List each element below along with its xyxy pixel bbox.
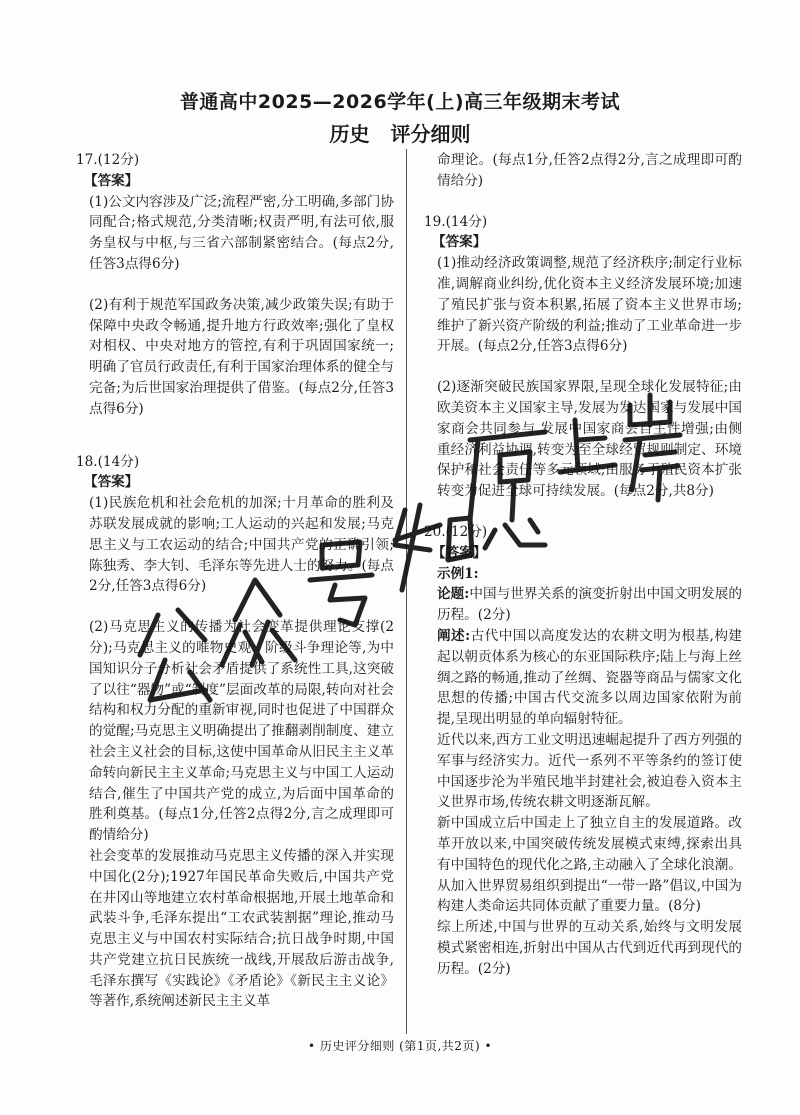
example-label: 示例1: (437, 565, 479, 582)
argue-text: 古代中国以高度发达的农耕文明为根基,构建起以朝贡体系为核心的东亚国际秩序;陆上与海上丝绸之路的畅通,推动了丝绸、瓷器等商品与儒家文化思想的传播;中国古代交流多以周边国家依附为前提,呈现出明显的单向辐射特征。 (437, 627, 742, 728)
right-column (424, 150, 742, 979)
exam-subtitle: 历史 评分细则 (329, 122, 471, 146)
argue-label: 阐述: (437, 627, 471, 644)
thesis-paragraph (437, 584, 742, 626)
question-number: 18.(14分) (76, 453, 140, 470)
argue-paragraph (437, 626, 742, 730)
exam-title: 普通高中2025—2026学年(上)高三年级期末考试 (179, 91, 621, 113)
page-footer: • 历史评分细则 (第1页,共2页) • (307, 1039, 493, 1053)
question-17 (76, 150, 394, 420)
argue-paragraph: 新中国成立后中国走上了独立自主的发展道路。改革开放以来,中国突破传统发展模式束缚,探索出具有中国特色的现代化之路,主动融入了全球化浪潮。从加入世界贸易组织到提出“一带一路”倡议,中国为构建人类命运共同体贡献了重要力量。(8分) (437, 815, 742, 915)
left-column (76, 150, 394, 1012)
question-number: 17.(12分) (76, 152, 140, 168)
thesis-text: 中国与世界关系的演变折射出中国文明发展的历程。(2分) (437, 586, 742, 624)
question-number: 19.(14分) (424, 213, 488, 230)
column-divider (406, 149, 407, 1034)
answer-paragraph: (1)公文内容涉及广泛;流程严密,分工明确,多部门协同配合;格式规范,分类清晰;权责严明,有法可依,服务皇权与中枢,与三省六部制紧密结合。(每点2分,任答3点得6分) (89, 193, 394, 272)
answer-paragraph: (1)民族危机和社会危机的加深;十月革命的胜利及苏联发展成就的影响;工人运动的兴起和发展;马克思主义与工农运动的结合;中国共产党的正确引领;陈独秀、李大钊、毛泽东等先进人士的努力。(每点2分,任答3点得6分) (89, 495, 394, 595)
argue-paragraph: 近代以来,西方工业文明迅速崛起提升了西方列强的军事与经济实力。近代一系列不平等条约的签订使中国逐步沦为半殖民地半封建社会,被迫卷入资本主义世界市场,传统农耕文明逐渐瓦解。 (437, 731, 742, 811)
answer-continuation: 命理论。(每点1分,任答2点得2分,言之成理即可酌情给分) (437, 152, 742, 189)
conclusion-paragraph: 综上所述,中国与世界的互动关系,始终与文明发展模式紧密相连,折射出中国从古代到近代再到现代的历程。(2分) (437, 919, 742, 977)
question-18 (76, 452, 394, 1013)
question-20 (424, 522, 742, 980)
answer-label: 【答案】 (432, 234, 487, 251)
answer-paragraph: (1)推动经济政策调整,规范了经济秩序;制定行业标准,调解商业纠纷,优化资本主义经济发展环境;加速了殖民扩张与资本积累,拓展了资本主义世界市场;维护了新兴资产阶级的利益;推动了工业革命进一步开展。(每点2分,任答3点得6分) (437, 255, 742, 355)
answer-label: 【答案】 (84, 172, 139, 189)
answer-paragraph: 社会变革的发展推动马克思主义传播的深入并实现中国化(2分);1927年国民革命失败后,中国共产党在井冈山等地建立农村革命根据地,开展土地革命和武装斗争,毛泽东提出“工农武装割据”理论,推动马克思主义与中国农村实际结合;抗日战争时期,中国共产党建立抗日民族统一战线,开展敌后游击战争,毛泽东撰写《实践论》《矛盾论》《新民主主义论》等著作,系统阐述新民主主义革 (89, 847, 394, 1010)
question-19 (424, 212, 742, 502)
answer-label: 【答案】 (84, 474, 139, 491)
answer-label: 【答案】 (432, 544, 487, 561)
question-number: 20.(12分) (424, 523, 488, 540)
answer-paragraph: (2)逐渐突破民族国家界限,呈现全球化发展特征;由欧美资本主义国家主导,发展为发达国家与发展中国家商会共同参与,发展中国家商会自主性增强;由侧重经济利益协调,转变为至全球经贸规则制定、环境保护和社会责任等多元领域;由服务于殖民资本扩张转变为促进全球可持续发展。(每点2分,共8分) (437, 379, 742, 500)
thesis-label: 论题: (437, 586, 470, 603)
answer-paragraph: (2)有利于规范军国政务决策,减少政策失误;有助于保障中央政令畅通,提升地方行政效率;强化了皇权对相权、中央对地方的管控,有利于巩固国家统一;明确了官员行政责任,有利于国家治理体系的健全与完备;为后世国家治理提供了借鉴。(每点2分,任答3点得6分) (89, 296, 394, 417)
answer-paragraph: (2)马克思主义的传播为社会变革提供理论支撑(2分);马克思主义的唯物史观、阶级斗争理论等,为中国知识分子分析社会矛盾提供了系统性工具,这突破了以往“器物”或“制度”层面改革的局限,转向对社会结构和权力分配的重新审视,同时也促进了中国群众的觉醒;马克思主义明确提出了推翻剥削制度、建立社会主义社会的目标,这使中国革命从旧民主主义革命转向新民主主义革命;马克思主义与中国工人运动结合,催生了中国共产党的成立,为后面中国革命的胜利奠基。(每点1分,任答2点得2分,言之成理即可酌情给分) (89, 619, 394, 844)
